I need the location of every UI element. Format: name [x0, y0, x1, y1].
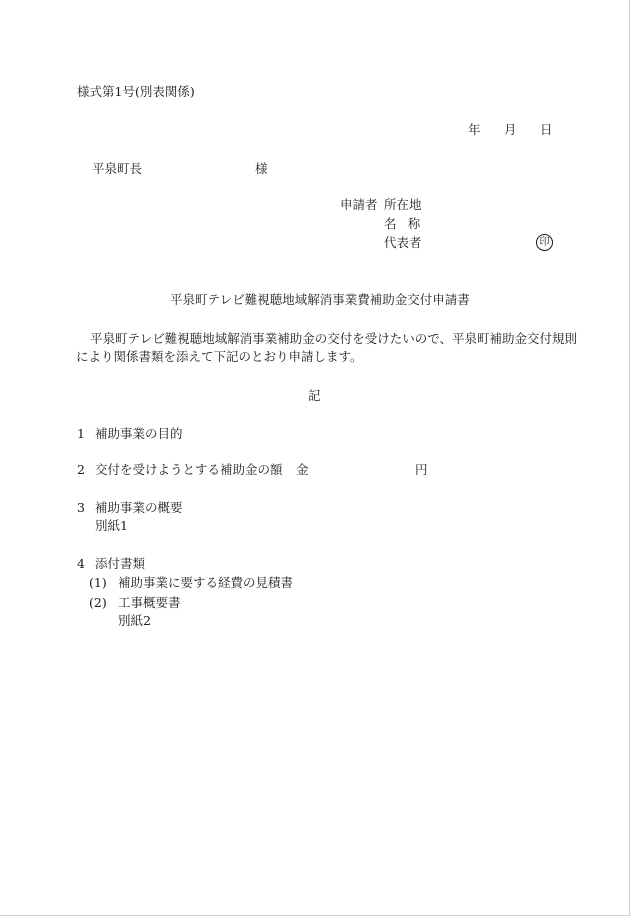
sub-item-2-number: (2) — [89, 595, 107, 610]
addressee-suffix: 様 — [255, 161, 268, 176]
date-day-label: 日 — [540, 122, 553, 137]
representative-label: 代表者 — [384, 235, 422, 250]
form-number: 様式第1号(別表関係) — [77, 84, 195, 99]
item-4-text: 添付書類 — [95, 556, 146, 571]
body-text-line-2: により関係書類を添えて下記のとおり申請します。 — [76, 349, 363, 364]
item-1-text: 補助事業の目的 — [95, 426, 183, 441]
item-2-text: 交付を受けようとする補助金の額 — [95, 462, 283, 477]
item-2-amount-prefix: 金 — [296, 462, 309, 477]
note-heading: 記 — [308, 388, 321, 403]
seal-icon: 印 — [536, 234, 553, 251]
date-year-label: 年 — [468, 122, 481, 137]
applicant-label: 申請者 — [340, 197, 378, 212]
sub-item-1-number: (1) — [89, 575, 107, 590]
location-label: 所在地 — [384, 197, 422, 212]
item-3-number: 3 — [77, 500, 85, 515]
sub-item-2-text: 工事概要書 — [118, 595, 181, 610]
name-label: 名称 — [384, 216, 432, 231]
sub-item-2-note: 別紙2 — [118, 613, 151, 628]
body-text-line-1: 平泉町テレビ難視聴地域解消事業補助金の交付を受けたいので、平泉町補助金交付規則 — [90, 331, 578, 346]
date-month-label: 月 — [504, 122, 517, 137]
sub-item-1-text: 補助事業に要する経費の見積書 — [118, 575, 294, 590]
item-4-number: 4 — [77, 556, 85, 571]
addressee-name: 平泉町長 — [92, 161, 143, 176]
item-2-amount-unit: 円 — [415, 462, 428, 477]
item-2-number: 2 — [77, 462, 85, 477]
item-3-text: 補助事業の概要 — [95, 500, 183, 515]
item-3-sub: 別紙1 — [95, 518, 128, 533]
document-title: 平泉町テレビ難視聴地域解消事業費補助金交付申請書 — [170, 292, 470, 307]
item-1-number: 1 — [77, 426, 85, 441]
